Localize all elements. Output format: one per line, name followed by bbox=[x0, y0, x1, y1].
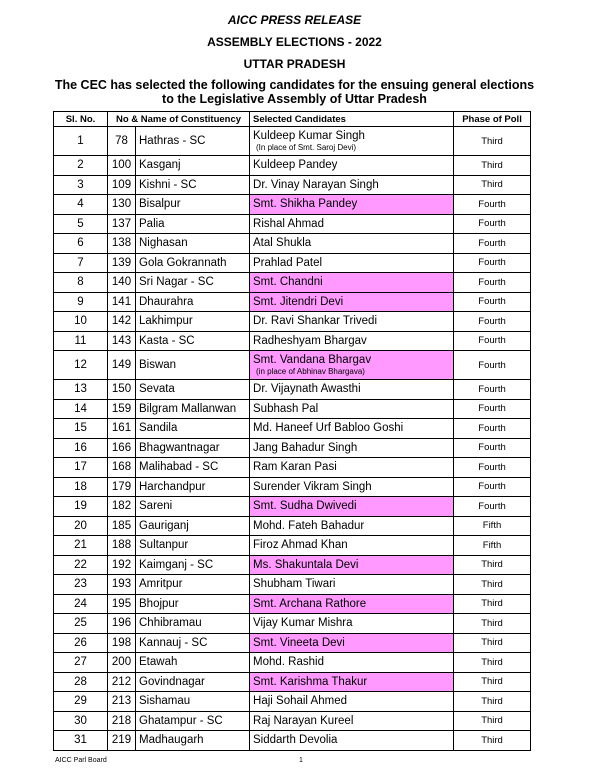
candidate-name: Smt. Vandana Bhargav bbox=[253, 354, 372, 366]
cell-sl-no: 21 bbox=[54, 536, 108, 556]
cell-phase: Fourth bbox=[454, 399, 531, 419]
cell-candidate: Smt. Vineeta Devi bbox=[250, 633, 454, 653]
cell-sl-no: 12 bbox=[54, 351, 108, 380]
cell-constituency-no: 179 bbox=[108, 477, 136, 497]
cell-constituency-name: Hathras - SC bbox=[136, 127, 250, 156]
cell-sl-no: 22 bbox=[54, 555, 108, 575]
cell-phase: Third bbox=[454, 731, 531, 751]
cell-constituency-no: 219 bbox=[108, 731, 136, 751]
cell-constituency-no: 200 bbox=[108, 653, 136, 673]
table-row bbox=[54, 731, 531, 751]
cell-phase: Fourth bbox=[454, 292, 531, 312]
cell-constituency-name: Bhojpur bbox=[136, 594, 250, 614]
cell-phase: Third bbox=[454, 575, 531, 595]
cell-sl-no: 9 bbox=[54, 292, 108, 312]
candidate-note: (In place of Smt. Saroj Devi) bbox=[256, 143, 357, 152]
cell-candidate: Surender Vikram Singh bbox=[250, 477, 454, 497]
cell-phase: Fourth bbox=[454, 438, 531, 458]
cell-phase: Third bbox=[454, 692, 531, 712]
cell-phase: Third bbox=[454, 633, 531, 653]
cell-sl-no: 4 bbox=[54, 195, 108, 215]
cell-constituency-no: 150 bbox=[108, 380, 136, 400]
page-number: 1 bbox=[299, 757, 303, 764]
cell-constituency-name: Malihabad - SC bbox=[136, 458, 250, 478]
cell-constituency-no: 185 bbox=[108, 516, 136, 536]
table-row bbox=[54, 458, 531, 478]
table-row bbox=[54, 672, 531, 692]
cell-phase: Fifth bbox=[454, 536, 531, 556]
cell-constituency-no: 141 bbox=[108, 292, 136, 312]
table-row bbox=[54, 516, 531, 536]
cell-candidate: Kuldeep Pandey bbox=[250, 156, 454, 176]
cell-phase: Fourth bbox=[454, 273, 531, 293]
table-row bbox=[54, 536, 531, 556]
cell-candidate: Shubham Tiwari bbox=[250, 575, 454, 595]
cell-candidate: Prahlad Patel bbox=[250, 253, 454, 273]
table-row bbox=[54, 127, 531, 156]
table-row bbox=[54, 575, 531, 595]
cell-candidate: Dr. Vijaynath Awasthi bbox=[250, 380, 454, 400]
table-row bbox=[54, 292, 531, 312]
cell-sl-no: 30 bbox=[54, 711, 108, 731]
cell-candidate: Rishal Ahmad bbox=[250, 214, 454, 234]
cell-candidate: Dr. Ravi Shankar Trivedi bbox=[250, 312, 454, 332]
cell-constituency-no: 142 bbox=[108, 312, 136, 332]
cell-constituency-no: 198 bbox=[108, 633, 136, 653]
cell-constituency-no: 137 bbox=[108, 214, 136, 234]
cell-sl-no: 24 bbox=[54, 594, 108, 614]
cell-candidate: Dr. Vinay Narayan Singh bbox=[250, 175, 454, 195]
cell-phase: Fourth bbox=[454, 253, 531, 273]
table-row bbox=[54, 156, 531, 176]
state-title: UTTAR PRADESH bbox=[243, 57, 346, 71]
intro-line-1: The CEC has selected the following candidates for the ensuing general elections bbox=[54, 78, 535, 92]
footer-board: AICC Parl Board bbox=[55, 757, 107, 764]
cell-phase: Third bbox=[454, 127, 531, 156]
cell-phase: Fifth bbox=[454, 516, 531, 536]
cell-constituency-name: Gauriganj bbox=[136, 516, 250, 536]
table-row bbox=[54, 214, 531, 234]
cell-candidate bbox=[250, 351, 454, 380]
candidates-table bbox=[53, 111, 531, 751]
cell-candidate: Mohd. Fateh Bahadur bbox=[250, 516, 454, 536]
cell-constituency-no: 195 bbox=[108, 594, 136, 614]
cell-constituency-no: 161 bbox=[108, 419, 136, 439]
cell-sl-no: 20 bbox=[54, 516, 108, 536]
intro-line-2: to the Legislative Assembly of Uttar Pradesh bbox=[162, 92, 427, 106]
table-row bbox=[54, 253, 531, 273]
cell-constituency-name: Kaimganj - SC bbox=[136, 555, 250, 575]
cell-candidate: Haji Sohail Ahmed bbox=[250, 692, 454, 712]
cell-constituency-name: Chhibramau bbox=[136, 614, 250, 634]
cell-constituency-no: 159 bbox=[108, 399, 136, 419]
cell-sl-no: 7 bbox=[54, 253, 108, 273]
cell-sl-no: 8 bbox=[54, 273, 108, 293]
cell-constituency-name: Palia bbox=[136, 214, 250, 234]
cell-constituency-name: Govindnagar bbox=[136, 672, 250, 692]
table-row bbox=[54, 555, 531, 575]
cell-constituency-name: Kishni - SC bbox=[136, 175, 250, 195]
cell-constituency-name: Ghatampur - SC bbox=[136, 711, 250, 731]
press-release-title: AICC PRESS RELEASE bbox=[227, 13, 362, 27]
cell-phase: Third bbox=[454, 555, 531, 575]
cell-constituency-name: Sandila bbox=[136, 419, 250, 439]
cell-phase: Fourth bbox=[454, 497, 531, 517]
cell-constituency-no: 196 bbox=[108, 614, 136, 634]
cell-constituency-name: Kasta - SC bbox=[136, 331, 250, 351]
cell-candidate: Smt. Chandni bbox=[250, 273, 454, 293]
cell-phase: Third bbox=[454, 711, 531, 731]
cell-constituency-name: Harchandpur bbox=[136, 477, 250, 497]
header-constituency: No & Name of Constituency bbox=[108, 112, 250, 127]
table-row bbox=[54, 312, 531, 332]
table-row bbox=[54, 653, 531, 673]
cell-constituency-name: Etawah bbox=[136, 653, 250, 673]
cell-phase: Fourth bbox=[454, 380, 531, 400]
table-header-row bbox=[54, 112, 531, 127]
table-row bbox=[54, 175, 531, 195]
cell-constituency-name: Sri Nagar - SC bbox=[136, 273, 250, 293]
cell-phase: Fourth bbox=[454, 312, 531, 332]
cell-phase: Third bbox=[454, 156, 531, 176]
cell-constituency-name: Bilgram Mallanwan bbox=[136, 399, 250, 419]
header-phase: Phase of Poll bbox=[454, 112, 531, 127]
cell-sl-no: 28 bbox=[54, 672, 108, 692]
cell-candidate: Atal Shukla bbox=[250, 234, 454, 254]
cell-candidate: Radheshyam Bhargav bbox=[250, 331, 454, 351]
cell-sl-no: 26 bbox=[54, 633, 108, 653]
cell-sl-no: 6 bbox=[54, 234, 108, 254]
cell-candidate: Smt. Karishma Thakur bbox=[250, 672, 454, 692]
cell-sl-no: 18 bbox=[54, 477, 108, 497]
cell-candidate: Ram Karan Pasi bbox=[250, 458, 454, 478]
cell-candidate: Smt. Shikha Pandey bbox=[250, 195, 454, 215]
cell-constituency-no: 140 bbox=[108, 273, 136, 293]
table-row bbox=[54, 711, 531, 731]
cell-phase: Third bbox=[454, 175, 531, 195]
cell-phase: Fourth bbox=[454, 419, 531, 439]
cell-constituency-no: 213 bbox=[108, 692, 136, 712]
cell-sl-no: 17 bbox=[54, 458, 108, 478]
cell-sl-no: 31 bbox=[54, 731, 108, 751]
cell-candidate: Raj Narayan Kureel bbox=[250, 711, 454, 731]
cell-constituency-name: Bisalpur bbox=[136, 195, 250, 215]
cell-sl-no: 29 bbox=[54, 692, 108, 712]
header-candidates: Selected Candidates bbox=[250, 112, 454, 127]
cell-constituency-no: 143 bbox=[108, 331, 136, 351]
table-row bbox=[54, 234, 531, 254]
table-row bbox=[54, 594, 531, 614]
table-row bbox=[54, 351, 531, 380]
cell-candidate: Firoz Ahmad Khan bbox=[250, 536, 454, 556]
cell-sl-no: 19 bbox=[54, 497, 108, 517]
cell-candidate: Smt. Archana Rathore bbox=[250, 594, 454, 614]
cell-constituency-name: Madhaugarh bbox=[136, 731, 250, 751]
candidate-note: (in place of Abhinav Bhargava) bbox=[256, 367, 365, 376]
cell-candidate: Smt. Sudha Dwivedi bbox=[250, 497, 454, 517]
cell-constituency-no: 109 bbox=[108, 175, 136, 195]
cell-constituency-no: 100 bbox=[108, 156, 136, 176]
table-row bbox=[54, 633, 531, 653]
cell-constituency-no: 182 bbox=[108, 497, 136, 517]
cell-constituency-name: Nighasan bbox=[136, 234, 250, 254]
cell-phase: Fourth bbox=[454, 234, 531, 254]
cell-constituency-name: Sishamau bbox=[136, 692, 250, 712]
table-row bbox=[54, 399, 531, 419]
cell-sl-no: 13 bbox=[54, 380, 108, 400]
cell-phase: Third bbox=[454, 653, 531, 673]
cell-constituency-no: 192 bbox=[108, 555, 136, 575]
cell-sl-no: 25 bbox=[54, 614, 108, 634]
table-row bbox=[54, 273, 531, 293]
table-row bbox=[54, 692, 531, 712]
cell-phase: Fourth bbox=[454, 477, 531, 497]
cell-sl-no: 23 bbox=[54, 575, 108, 595]
cell-candidate bbox=[250, 127, 454, 156]
cell-sl-no: 2 bbox=[54, 156, 108, 176]
cell-constituency-no: 218 bbox=[108, 711, 136, 731]
cell-phase: Third bbox=[454, 614, 531, 634]
cell-candidate: Vijay Kumar Mishra bbox=[250, 614, 454, 634]
cell-phase: Fourth bbox=[454, 351, 531, 380]
cell-candidate: Mohd. Rashid bbox=[250, 653, 454, 673]
cell-constituency-no: 166 bbox=[108, 438, 136, 458]
table-body bbox=[54, 127, 531, 751]
cell-constituency-name: Sareni bbox=[136, 497, 250, 517]
header-sl-no: Sl. No. bbox=[54, 112, 108, 127]
cell-sl-no: 1 bbox=[54, 127, 108, 156]
cell-constituency-no: 78 bbox=[108, 127, 136, 156]
cell-constituency-name: Lakhimpur bbox=[136, 312, 250, 332]
cell-phase: Third bbox=[454, 594, 531, 614]
cell-sl-no: 14 bbox=[54, 399, 108, 419]
cell-sl-no: 27 bbox=[54, 653, 108, 673]
cell-candidate: Jang Bahadur Singh bbox=[250, 438, 454, 458]
table-row bbox=[54, 477, 531, 497]
cell-sl-no: 5 bbox=[54, 214, 108, 234]
table-row bbox=[54, 497, 531, 517]
cell-constituency-no: 130 bbox=[108, 195, 136, 215]
cell-phase: Fourth bbox=[454, 458, 531, 478]
cell-constituency-name: Kasganj bbox=[136, 156, 250, 176]
cell-candidate: Subhash Pal bbox=[250, 399, 454, 419]
cell-candidate: Ms. Shakuntala Devi bbox=[250, 555, 454, 575]
cell-sl-no: 10 bbox=[54, 312, 108, 332]
cell-constituency-name: Bhagwantnagar bbox=[136, 438, 250, 458]
cell-sl-no: 11 bbox=[54, 331, 108, 351]
candidate-name: Kuldeep Kumar Singh bbox=[253, 130, 365, 142]
cell-phase: Fourth bbox=[454, 331, 531, 351]
cell-sl-no: 15 bbox=[54, 419, 108, 439]
cell-constituency-name: Amritpur bbox=[136, 575, 250, 595]
cell-constituency-name: Sevata bbox=[136, 380, 250, 400]
cell-candidate: Md. Haneef Urf Babloo Goshi bbox=[250, 419, 454, 439]
cell-sl-no: 16 bbox=[54, 438, 108, 458]
cell-constituency-name: Dhaurahra bbox=[136, 292, 250, 312]
cell-constituency-no: 139 bbox=[108, 253, 136, 273]
cell-constituency-no: 138 bbox=[108, 234, 136, 254]
cell-candidate: Siddarth Devolia bbox=[250, 731, 454, 751]
cell-phase: Fourth bbox=[454, 214, 531, 234]
intro-text bbox=[20, 78, 569, 106]
cell-constituency-no: 193 bbox=[108, 575, 136, 595]
cell-phase: Third bbox=[454, 672, 531, 692]
cell-constituency-name: Kannauj - SC bbox=[136, 633, 250, 653]
cell-constituency-no: 188 bbox=[108, 536, 136, 556]
cell-constituency-name: Sultanpur bbox=[136, 536, 250, 556]
cell-candidate: Smt. Jitendri Devi bbox=[250, 292, 454, 312]
table-row bbox=[54, 419, 531, 439]
cell-phase: Fourth bbox=[454, 195, 531, 215]
table-row bbox=[54, 331, 531, 351]
table-row bbox=[54, 438, 531, 458]
cell-constituency-no: 149 bbox=[108, 351, 136, 380]
cell-constituency-no: 212 bbox=[108, 672, 136, 692]
cell-sl-no: 3 bbox=[54, 175, 108, 195]
elections-title: ASSEMBLY ELECTIONS - 2022 bbox=[207, 35, 382, 49]
table-row bbox=[54, 195, 531, 215]
cell-constituency-no: 168 bbox=[108, 458, 136, 478]
table-row bbox=[54, 380, 531, 400]
table-row bbox=[54, 614, 531, 634]
cell-constituency-name: Biswan bbox=[136, 351, 250, 380]
cell-constituency-name: Gola Gokrannath bbox=[136, 253, 250, 273]
